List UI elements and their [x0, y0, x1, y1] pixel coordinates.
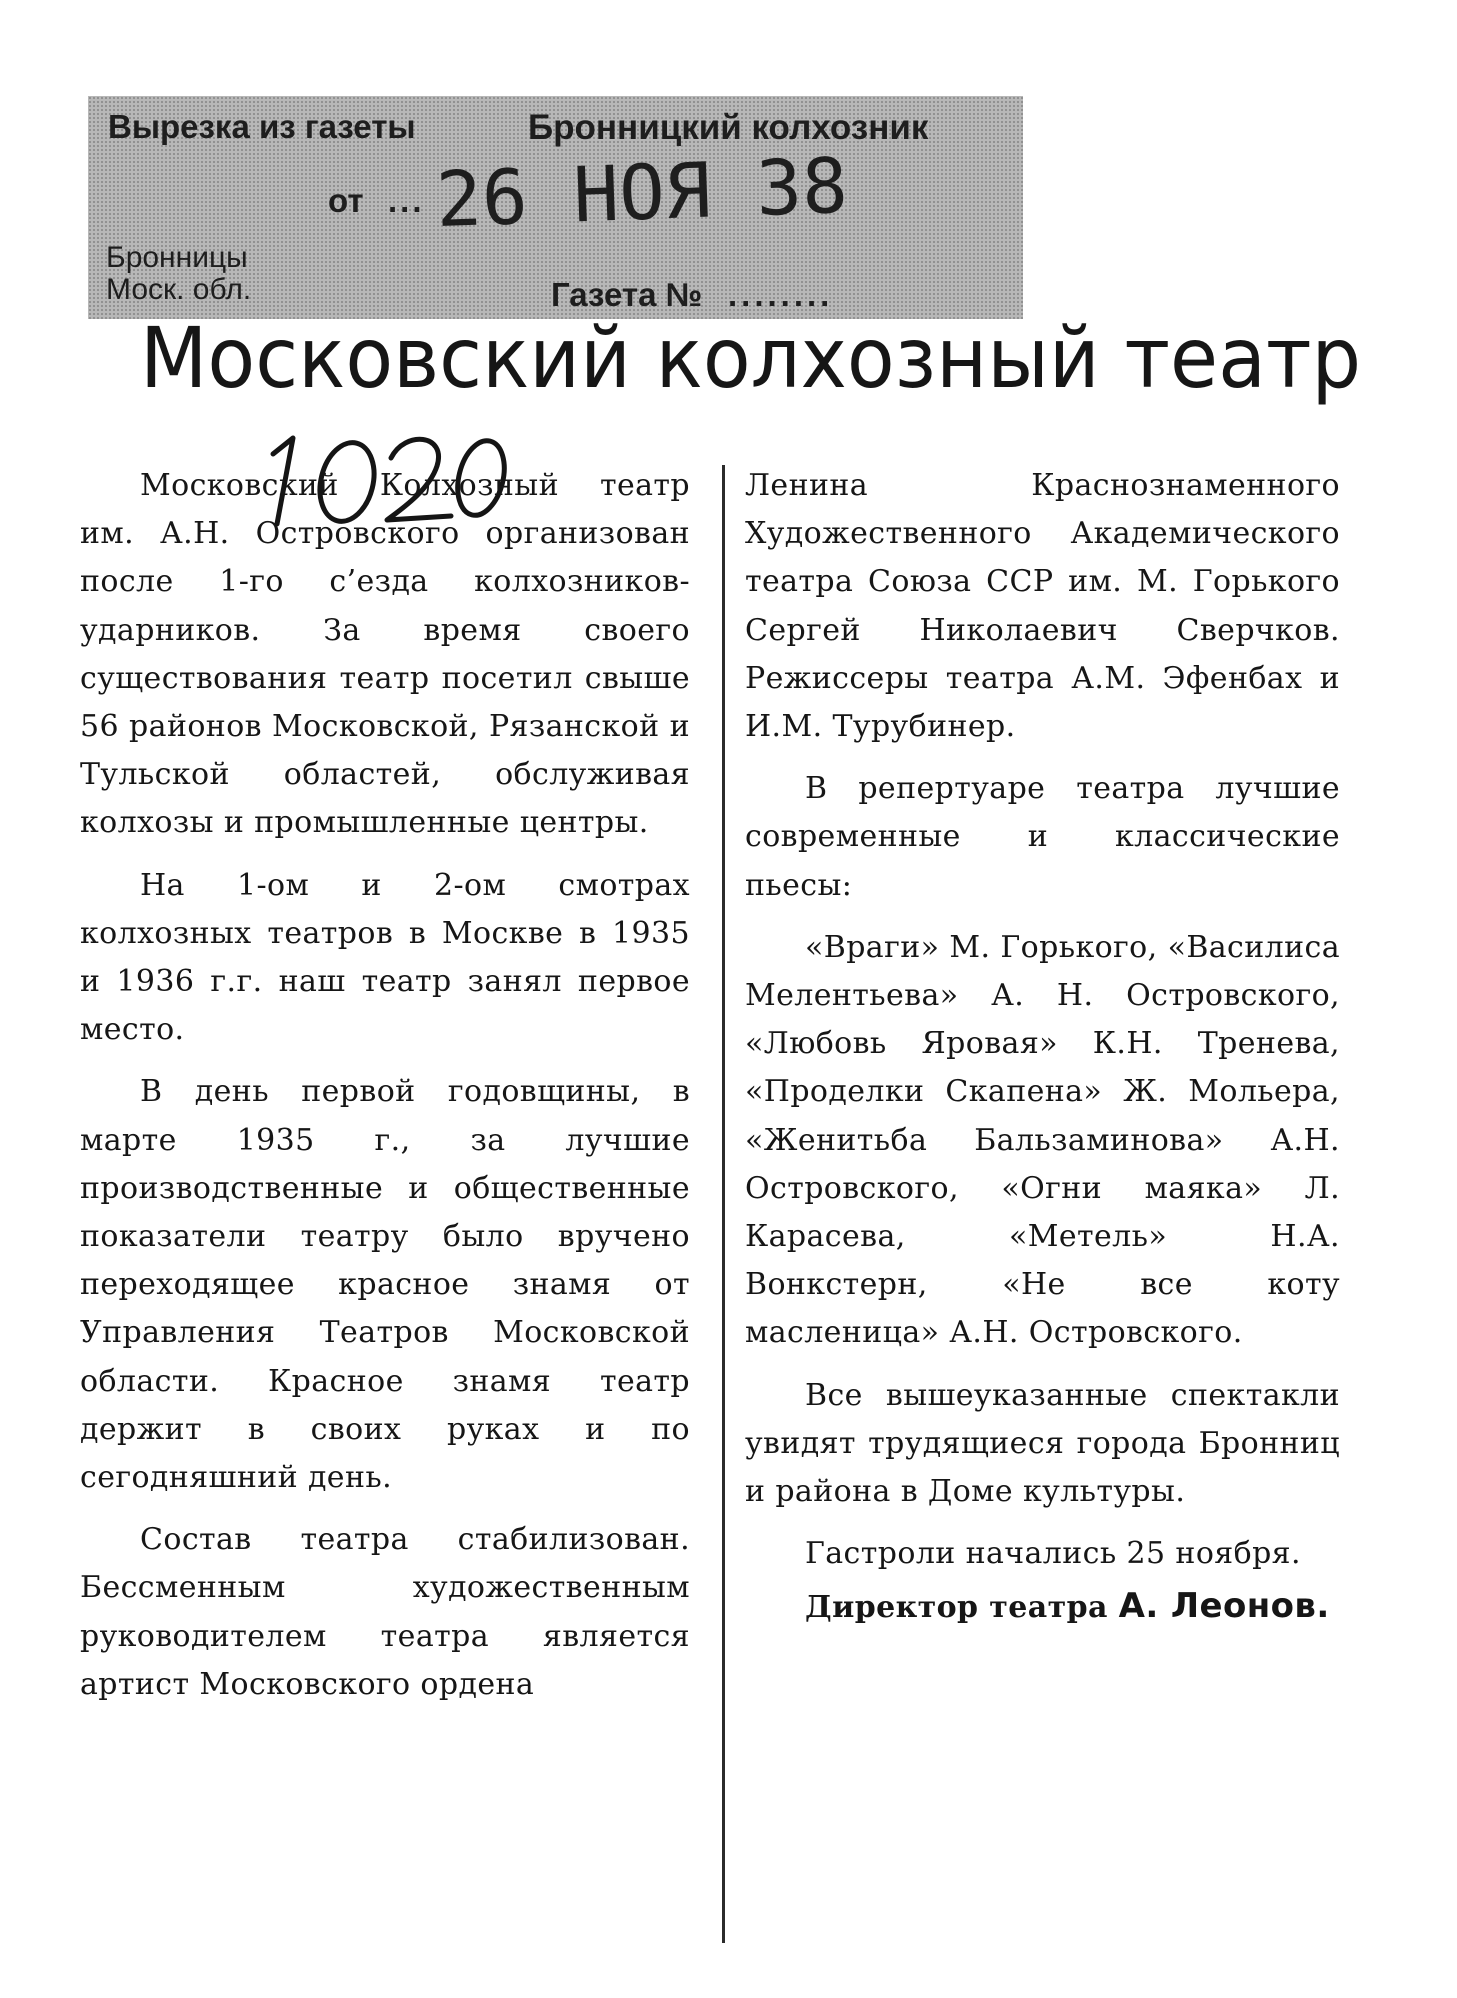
clipping-stamp — [88, 96, 1023, 319]
paragraph: В день первой годовщины, в марте 1935 г., за лучшие производственные и общественные показатели театру было вручено переходящее красное знамя от Управления Театров Московской области. Красное знамя театр держит в своих руках и по сегодняшний день. — [80, 1074, 690, 1496]
stamp-issue-label: Газета № — [551, 276, 703, 313]
article-headline: Московский колхозный театр — [140, 309, 1362, 407]
stamp-issue-dots: ........ — [728, 276, 834, 313]
signature-title: Директор театра — [805, 1590, 1108, 1626]
stamp-date-prefix: от — [328, 182, 364, 219]
article-column-left — [80, 462, 690, 1709]
column-divider — [722, 465, 725, 1943]
stamp-date-value: 26 НОЯ 38 — [434, 140, 850, 245]
article-column-right — [745, 462, 1340, 1633]
stamp-city — [106, 242, 251, 306]
signature-name: А. Леонов. — [1118, 1586, 1330, 1627]
stamp-label: Вырезка из газеты — [108, 108, 416, 145]
paragraph: Ленина Краснознаменного Художественного Академического театра Союза ССР им. М. Горького Сергей Николаевич Сверчков. Режиссеры театра А.М. Эфенбах и И.М. Турубинер. — [745, 468, 1340, 745]
paragraph: Гастроли начались 25 ноября. — [805, 1536, 1301, 1572]
stamp-newspaper-name: Бронницкий колхозник — [528, 108, 929, 147]
paragraph: Все вышеуказанные спектакли увидят трудящиеся города Бронниц и района в Доме культуры. — [745, 1377, 1340, 1510]
signature — [745, 1582, 1340, 1632]
paragraph: На 1-ом и 2-ом смотрах колхозных театров в Москве в 1935 и 1936 г.г. наш театр занял первое место. — [80, 867, 690, 1048]
paragraph: «Враги» М. Горького, «Василиса Мелентьева» А. Н. Островского, «Любовь Яровая» К.Н. Тренева, «Проделки Скапена» Ж. Мольера, «Женитьба Бальзаминова» А.Н. Островского, «Огни маяка» Л. Карасева, «Метель» Н.А. Вонкстерн, «Не все коту масленица» А.Н. Островского. — [745, 929, 1340, 1351]
stamp-city-line1: Бронницы — [106, 241, 248, 274]
paragraph: Московский Колхозный театр им. А.Н. Островского организован после 1-го с’езда колхозников-ударников. За время своего существования театр посетил свыше 56 районов Московской, Рязанской и Тульской областей, обслуживая колхозы и промышленные центры. — [80, 468, 690, 841]
paragraph: Состав театра стабилизован. Бессменным художественным руководителем театра является артист Московского ордена — [80, 1522, 690, 1702]
stamp-date-dots: ... — [388, 182, 425, 219]
paragraph: В репертуаре театра лучшие современные и классические пьесы: — [745, 771, 1340, 903]
stamp-city-line2: Моск. обл. — [106, 273, 252, 306]
